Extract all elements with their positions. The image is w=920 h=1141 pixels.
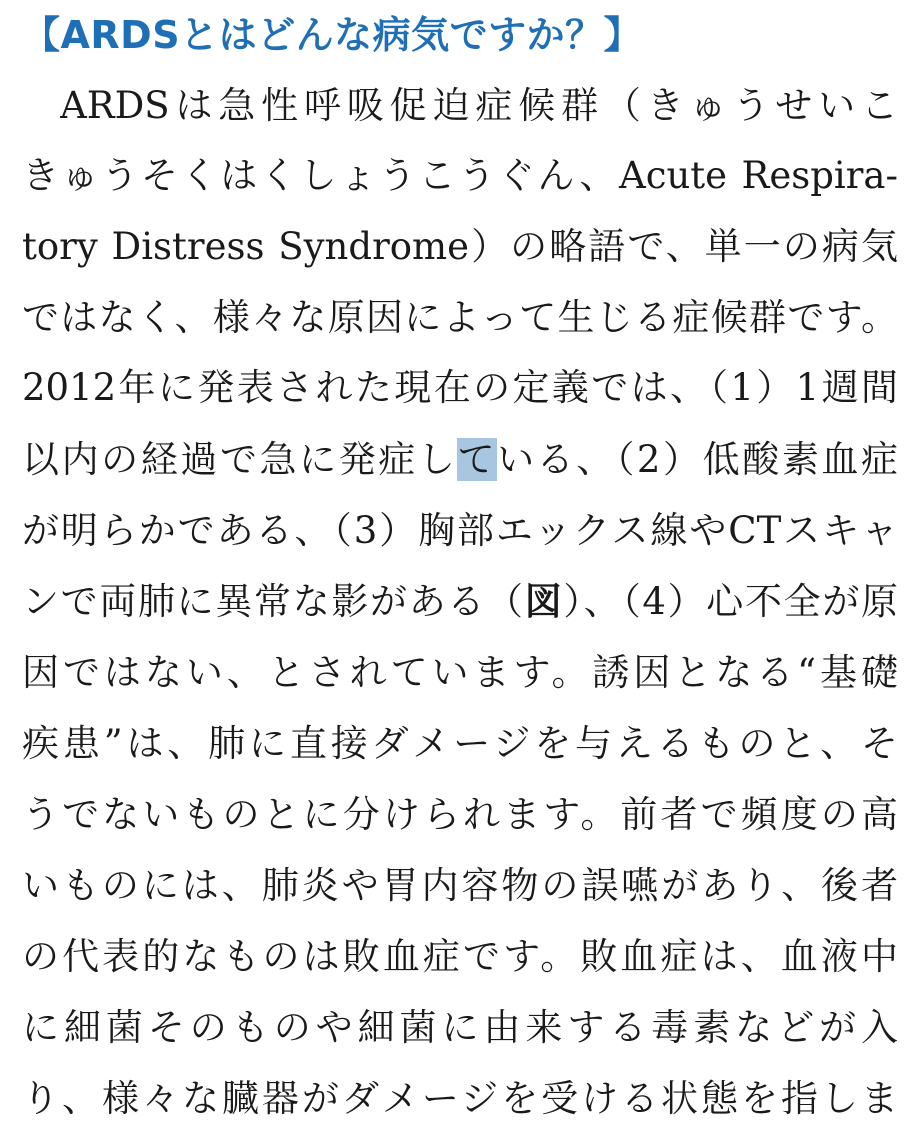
body-line-8-start: ンで両肺に異常な影がある（ [22,580,525,623]
body-line-2: きゅうそくはくしょうこうぐん、Acute Respira- [22,154,898,197]
body-line-6 [22,432,898,488]
body-line-5: 2012年に発表された現在の定義では、（1）1週間 [22,366,898,409]
body-line-1: ARDSは急性呼吸促迫症候群（きゅうせいこ [60,84,898,127]
body-line-7: が明らかである、（3）胸部エックス線やCTスキャ [22,509,898,552]
body-line-14: に細菌そのものや細菌に由来する毒素などが入 [22,1006,898,1049]
body-line-11: うでないものとに分けられます。前者で頻度の高 [22,793,898,836]
body-line-8-end: ）、（4）心不全が原 [563,580,898,623]
figure-reference: 図 [524,580,564,623]
body-line-9: 因ではない、とされています。誘因となる“基礎 [22,651,898,694]
section-heading: 【ARDSとはどんな病気ですか？】 [22,13,643,57]
text-selection-highlight[interactable]: て [457,438,498,481]
body-line-3: tory Distress Syndrome）の略語で、単一の病気 [22,225,898,268]
body-line-10: 疾患”は、肺に直接ダメージを与えるものと、そ [22,722,898,765]
body-line-13: の代表的なものは敗血症です。敗血症は、血液中 [22,935,898,978]
body-line-8 [22,574,898,630]
body-line-4: ではなく、様々な原因によって生じる症候群です。 [22,296,898,339]
body-line-15: り、様々な臓器がダメージを受ける状態を指しま [22,1077,898,1120]
body-line-12: いものには、肺炎や胃内容物の誤嚥があり、後者 [22,864,898,907]
body-line-6-start: 以内の経過で急に発症し [22,438,458,481]
body-line-6-end: いる、（2）低酸素血症 [497,438,898,481]
